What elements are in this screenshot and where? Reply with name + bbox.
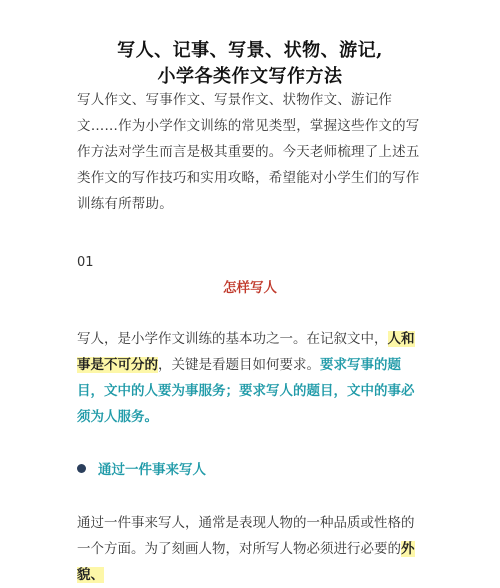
article-title-line2: 小学各类作文写作方法 <box>157 66 343 87</box>
bullet-dot-icon <box>77 464 86 473</box>
paragraph-1 <box>77 326 427 430</box>
subsection-heading-text: 通过一件事来写人 <box>98 462 206 478</box>
section-number: 01 <box>77 255 94 270</box>
subsection-heading <box>77 458 206 478</box>
paragraph-2 <box>77 510 427 588</box>
paragraph-1-highlight: 人和事是不可分的 <box>77 331 415 373</box>
paragraph-2-text: 通过一件事来写人，通常是表现人物的一种品质或性格的一个方面。为了刻画人物，对所写人物必须进行必要的 <box>77 515 415 557</box>
article-title-line1: 写人、记事、写景、状物、游记, <box>117 40 383 61</box>
section-title: 怎样写人 <box>223 280 277 296</box>
paragraph-1-text-b: ，关键是看题目如何要求。 <box>158 357 320 373</box>
paragraph-1-emphasis: 要求写事的题目，文中的人要为事服务；要求写人的题目，文中的事必须为人服务。 <box>77 357 415 425</box>
paragraph-2-highlight: 外貌、 <box>77 541 415 583</box>
paragraph-1-text-a: 写人，是小学作文训练的基本功之一。在记叙文中， <box>77 331 388 347</box>
intro-paragraph: 写人作文、写事作文、写景作文、状物作文、游记作文……作为小学作文训练的常见类型，掌握这些作文的写作方法对学生而言是极其重要的。今天老师梳理了上述五类作文的写作技巧和实用攻略，希望能对小学生们的写作训练有所帮助。 <box>77 92 420 212</box>
